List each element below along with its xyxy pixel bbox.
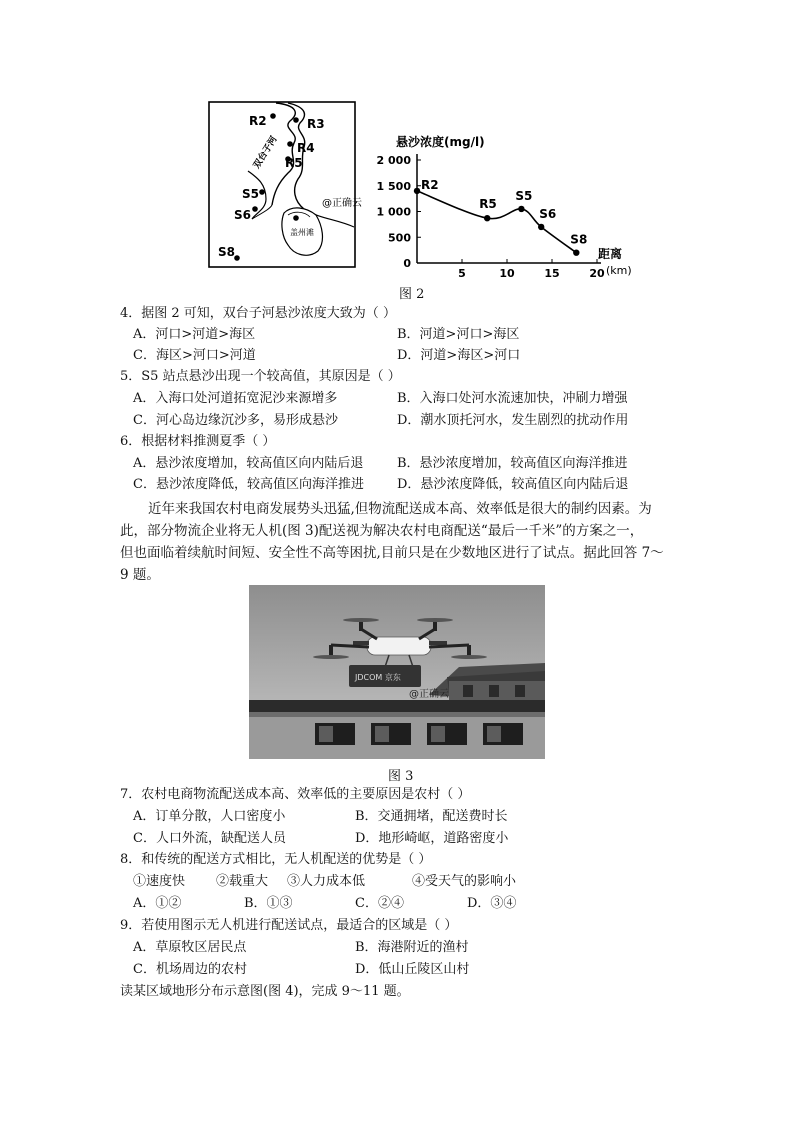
q8-option-b[interactable]: B．①③ (244, 896, 293, 911)
q8-item-2: ②载重大 (216, 874, 269, 889)
chart-point-r2 (414, 188, 420, 194)
label-s5: S5 (242, 187, 259, 201)
chart-point-label-r5: R5 (479, 197, 497, 212)
chart-y-tick-label: 2 000 (376, 154, 411, 167)
label-river: 双台子河 (252, 134, 280, 171)
chart-point-label-r2: R2 (421, 177, 439, 192)
q5-option-b[interactable]: B．入海口处河水流速加快，冲刷力增强 (397, 391, 628, 406)
q5-stem: 5．S5 站点悬沙出现一个较高值，其原因是（ ） (120, 369, 401, 384)
chart-y-tick-label: 1 000 (376, 205, 411, 219)
q6-option-a[interactable]: A．悬沙浓度增加，较高值区向内陆后退 (133, 456, 364, 471)
label-r2: R2 (249, 114, 267, 128)
q9-option-c[interactable]: C．机场周边的农村 (133, 962, 247, 977)
q8-stem: 8．和传统的配送方式相比，无人机配送的优势是（ ） (120, 852, 432, 867)
q8-option-d[interactable]: D．③④ (467, 896, 517, 911)
chart-x-tick-label: 20 (589, 267, 605, 280)
estuary-map (208, 101, 362, 268)
label-s6: S6 (234, 208, 251, 222)
q5-option-d[interactable]: D．潮水顶托河水，发生剧烈的扰动作用 (397, 413, 629, 428)
station-s6-dot (252, 206, 258, 212)
q7-option-c[interactable]: C．人口外流，缺配送人员 (133, 831, 286, 846)
photo-watermark: @正确云 (409, 689, 449, 700)
figure-2-caption: 图 2 (399, 287, 425, 302)
station-r4-dot (287, 141, 293, 147)
chart-point-r5 (484, 215, 490, 221)
q8-item-4: ④受天气的影响小 (412, 874, 517, 889)
q5-option-a[interactable]: A．入海口处河道拓宽泥沙来源增多 (133, 391, 338, 406)
label-r5: R5 (285, 156, 303, 170)
chart-y-tick-label: 500 (388, 231, 411, 245)
q7-stem: 7．农村电商物流配送成本高、效率低的主要原因是农村（ ） (120, 787, 471, 802)
q7-option-b[interactable]: B．交通拥堵，配送费时长 (355, 809, 508, 824)
chart-xunit: (km) (606, 264, 632, 277)
map-watermark: @正确云 (322, 198, 362, 209)
q6-option-d[interactable]: D．悬沙浓度降低，较高值区向内陆后退 (397, 477, 629, 492)
chart-point-s5 (518, 206, 524, 212)
q9-option-b[interactable]: B．海港附近的渔村 (355, 940, 469, 955)
chart-ylabel: 悬沙浓度(mg/l) (396, 135, 485, 149)
label-r3: R3 (307, 117, 325, 131)
chart-point-label-s5: S5 (515, 188, 533, 203)
q4-option-a[interactable]: A．河口>河道>海区 (133, 327, 256, 342)
passage-line-1: 近年来我国农村电商发展势头迅猛,但物流配送成本高、效率低是很大的制约因素。为 (148, 501, 652, 517)
figure-3-caption: 图 3 (388, 769, 414, 784)
suspended-sediment-chart (360, 130, 660, 280)
q8-item-3: ③人力成本低 (287, 874, 366, 889)
q5-option-c[interactable]: C．河心岛边缘沉沙多，易形成悬沙 (133, 413, 338, 428)
map-frame (209, 102, 355, 267)
chart-point-s8 (573, 250, 579, 256)
q6-option-b[interactable]: B．悬沙浓度增加，较高值区向海洋推进 (397, 456, 628, 471)
chart-x-tick-label: 10 (499, 267, 515, 280)
q4-option-c[interactable]: C．海区>河口>河道 (133, 348, 256, 363)
q8-option-a[interactable]: A．①② (133, 896, 182, 911)
label-s8: S8 (218, 245, 235, 259)
cargo-box-text: JDCOM 京东 (355, 673, 401, 682)
chart-point-s6 (538, 224, 544, 230)
q9-option-a[interactable]: A．草原牧区居民点 (133, 940, 247, 955)
chart-y-tick-label: 1 500 (376, 179, 411, 193)
passage-line-4: 9 题。 (120, 567, 160, 583)
q4-option-b[interactable]: B．河道>河口>海区 (397, 327, 520, 342)
q9-stem: 9．若使用图示无人机进行配送试点，最适合的区域是（ ） (120, 918, 458, 933)
station-r3-dot (293, 117, 299, 123)
q4-option-d[interactable]: D．河道>海区>河口 (397, 348, 521, 363)
chart-y-tick-label: 0 (403, 257, 411, 270)
q4-stem: 4．据图 2 可知，双台子河悬沙浓度大致为（ ） (120, 306, 396, 321)
q7-option-d[interactable]: D．地形崎岖，道路密度小 (355, 831, 509, 846)
q6-stem: 6．根据材料推测夏季（ ） (120, 434, 276, 449)
q8-option-c[interactable]: C．②④ (355, 896, 404, 911)
chart-x-tick-label: 15 (544, 267, 560, 280)
label-r4: R4 (297, 141, 315, 155)
chart-xlabel: 距离 (598, 247, 623, 261)
q8-item-1: ①速度快 (133, 874, 186, 889)
drone-photo (249, 585, 545, 759)
chart-point-label-s6: S6 (539, 206, 557, 221)
passage-line-3: 但也面临着续航时间短、安全性不高等困扰,目前只是在少数地区进行了试点。据此回答 7～ (120, 545, 664, 561)
station-r2-dot (270, 113, 276, 119)
station-s5-dot (259, 189, 265, 195)
q7-option-a[interactable]: A．订单分散，人口密度小 (133, 809, 286, 824)
q9-option-d[interactable]: D．低山丘陵区山村 (355, 962, 470, 977)
chart-point-label-s8: S8 (570, 232, 588, 247)
q6-option-c[interactable]: C．悬沙浓度降低，较高值区向海洋推进 (133, 477, 364, 492)
passage-line-2: 此，部分物流企业将无人机(图 3)配送视为解决农村电商配送“最后一千米”的方案之一， (120, 523, 644, 539)
station-s8-dot (234, 255, 240, 261)
island-dot (293, 215, 299, 221)
label-island: 盖州滩 (290, 228, 314, 237)
section-intro-fig4: 读某区域地形分布示意图(图 4)，完成 9～11 题。 (120, 984, 410, 999)
chart-x-tick-label: 5 (458, 267, 466, 280)
